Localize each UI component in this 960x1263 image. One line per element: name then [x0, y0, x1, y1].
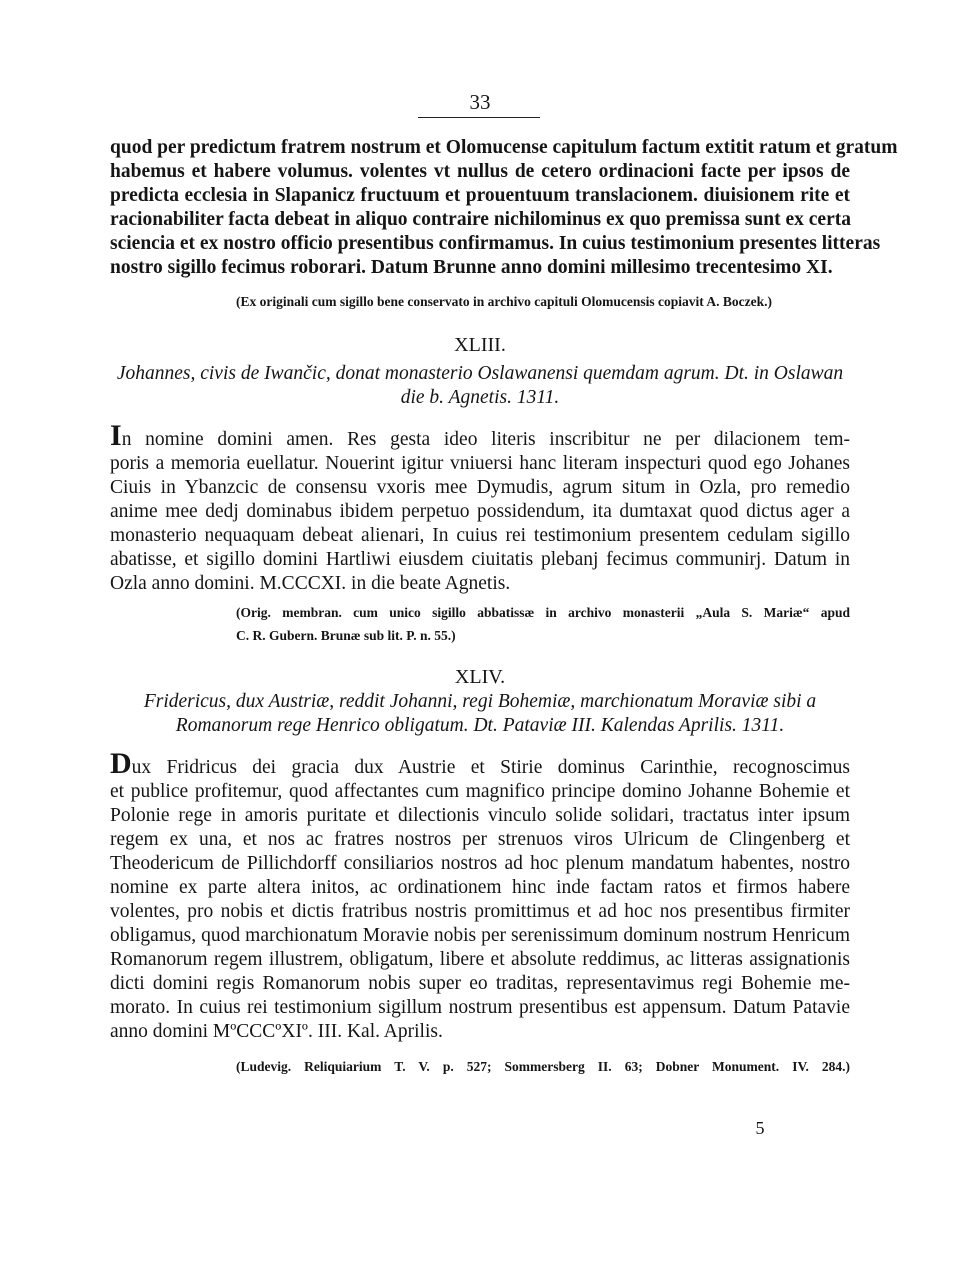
- text-line: poris a memoria euellatur. Nouerint igitur vniuersi hanc literam inspecturi quod ego Johanes: [110, 453, 850, 474]
- text-line: Ciuis in Ybanzcic de consensu vxoris mee Dymudis, agrum situm in Ozla, pro remedio: [110, 477, 850, 498]
- header-rule: [418, 117, 540, 118]
- page-number: 33: [469, 90, 491, 114]
- text-line: nostro sigillo fecimus roborari. Datum Brunne anno domini millesimo trecentesimo XI.: [110, 257, 833, 279]
- text-line: Polonie rege in amoris puritate et dilectionis vinculo solide solidari, tractatus inter ipsum: [110, 805, 850, 826]
- text-line: anno domini MºCCCºXIº. III. Kal. Aprilis.: [110, 1021, 443, 1042]
- note-line: C. R. Gubern. Brunæ sub lit. P. n. 55.): [236, 628, 456, 643]
- text-line: sciencia et ex nostro officio presentibus confirmamus. In cuius testimonium presentes litteras: [110, 233, 881, 255]
- line-text: ux Fridricus dei gracia dux Austrie et Stirie dominus Carinthie, recognoscimus: [131, 757, 850, 778]
- drop-initial: I: [110, 419, 122, 452]
- text-line: volentes, pro nobis et dictis fratribus nostris promittimus et ad hoc nos presentibus firmiter: [110, 901, 850, 922]
- source-note: [236, 1055, 850, 1078]
- text-line: Theodericum de Pillichdorff consiliarios nostros ad hoc plenum mandatum habentes, nostro: [110, 853, 850, 874]
- heading-line: Johannes, civis de Iwančic, donat monasterio Oslawanensi quemdam agrum. Dt. in Oslawan: [116, 363, 844, 384]
- text-line: et publice profitemur, quod affectantes cum magnifico principe domino Johanne Bohemie et: [110, 781, 850, 802]
- text-line: abatisse, et sigillo domini Hartliwi eiusdem ciuitatis plebanj fecimus communirj. Datum in: [110, 549, 850, 570]
- text-line: regem ex una, et nos ac fratres nostros per strenuos viros Ulricum de Clingenberg et: [110, 829, 850, 850]
- document-heading: [110, 690, 850, 738]
- text-line: racionabiliter facta debeat in aliquo contraire nichilominus ex quo premissa sunt ex certa: [110, 209, 851, 231]
- line-text: n nomine domini amen. Res gesta ideo literis inscribitur ne per dilacionem tem-: [121, 429, 850, 450]
- heading-line: Fridericus, dux Austriæ, reddit Johanni, regi Bohemiæ, marchionatum Moraviæ sibi a: [143, 691, 817, 712]
- text-line: [110, 747, 850, 780]
- heading-line: die b. Agnetis. 1311.: [400, 387, 560, 408]
- note-line: (Ludevig. Reliquiarium T. V. p. 527; Sommersberg II. 63; Dobner Monument. IV. 284.): [236, 1059, 850, 1074]
- document-number: XLIV.: [454, 666, 506, 688]
- text-line: monasterio nequaquam debeat alienari, In cuius rei testimonium presentem cedulam sigillo: [110, 525, 850, 546]
- text-line: nomine ex parte altera initos, ac ordinationem hinc inde factam ratos et firmos habere: [110, 877, 850, 898]
- heading-line: Romanorum rege Henrico obligatum. Dt. Pataviæ III. Kalendas Aprilis. 1311.: [175, 715, 785, 736]
- source-note: [236, 601, 850, 647]
- document-body: [110, 747, 850, 1044]
- drop-initial: D: [110, 747, 132, 780]
- note-line: (Ex originali cum sigillo bene conservato in archivo capituli Olomucensis copiavit A. Boczek.): [236, 294, 772, 309]
- text-line: anime mee dedj dominabus ibidem perpetuo possidendum, ita dumtaxat quod dictus ager a: [110, 501, 850, 522]
- text-line: [110, 419, 850, 452]
- text-line: morato. In cuius rei testimonium sigillum nostrum presentibus est appensum. Datum Patavie: [110, 997, 850, 1018]
- note-line: (Orig. membran. cum unico sigillo abbatissæ in archivo monasterii „Aula S. Mariæ“ apud: [236, 605, 850, 620]
- document-heading: [110, 362, 850, 410]
- text-line: dicti domini regis Romanorum nobis super eo traditas, representavimus regi Bohemie me-: [110, 973, 850, 994]
- text-line: quod per predictum fratrem nostrum et Olomucense capitulum factum extitit ratum et gratum: [110, 137, 898, 158]
- text-line: Romanorum regem illustrem, obligatum, libere et absolute reddimus, ac litteras assignationis: [110, 949, 850, 970]
- text-line: obligamus, quod marchionatum Moravie nobis per serenissimum dominum nostrum Henricum: [110, 925, 850, 946]
- continuation-paragraph: [110, 136, 898, 281]
- document-number: XLIII.: [454, 334, 506, 356]
- document-body: [110, 419, 850, 596]
- text-line: predicta ecclesia in Slapanicz fructuum et prouentuum translacionem. diuisionem rite et: [110, 185, 850, 207]
- signature-mark: 5: [755, 1118, 765, 1138]
- text-line: Ozla anno domini. M.CCCXI. in die beate Agnetis.: [110, 573, 511, 594]
- text-line: habemus et habere volumus. volentes vt nullus de cetero ordinacioni facte per ipsos de: [110, 161, 850, 183]
- source-note: [236, 290, 850, 313]
